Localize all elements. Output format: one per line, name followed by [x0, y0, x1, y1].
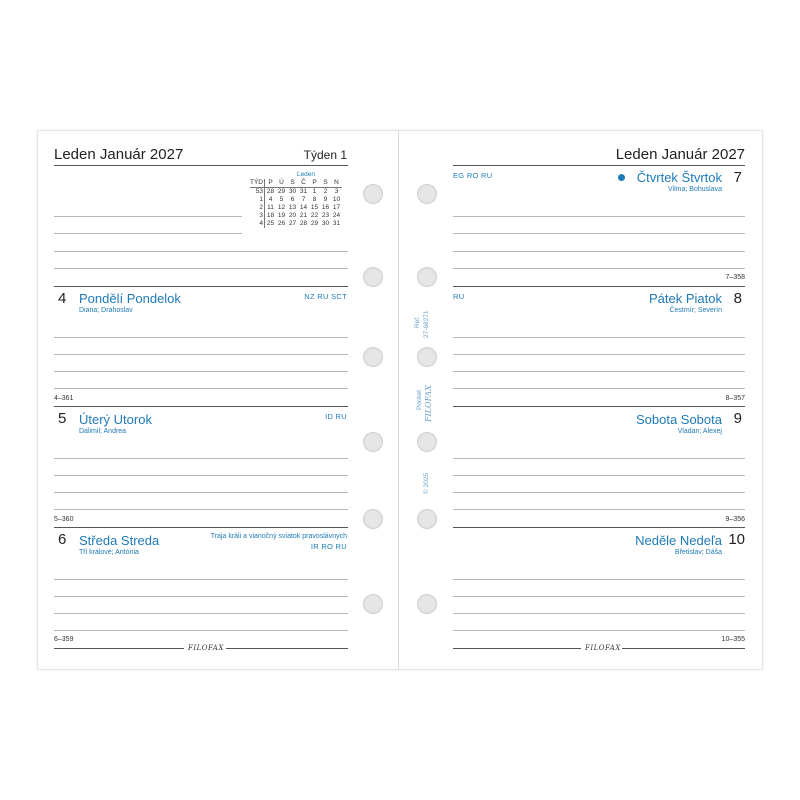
- mini-cal-day: 29: [310, 220, 319, 227]
- mini-cal-header: N: [331, 179, 342, 188]
- mini-cal-header: P: [265, 179, 277, 188]
- writing-line: [54, 458, 348, 459]
- mini-cal-day: 9: [323, 196, 328, 203]
- mini-cal-day: 29: [277, 188, 286, 195]
- writing-line: [453, 458, 745, 459]
- day-number: 10: [728, 531, 745, 548]
- mini-cal-day: 16: [321, 204, 330, 211]
- day-number: 6: [58, 531, 67, 548]
- day-number: 8: [733, 290, 742, 307]
- writing-line: [54, 251, 348, 252]
- day-name: Úterý Utorok: [79, 412, 152, 427]
- mini-cal-day: 10: [332, 196, 341, 203]
- section-rule: [453, 286, 745, 287]
- holiday-countries: ID RU: [325, 412, 347, 421]
- mini-cal-header: S: [287, 179, 298, 188]
- holiday-countries: EG RO RU: [453, 171, 493, 180]
- writing-line: [54, 233, 242, 234]
- filofax-logo: FILOFAX: [585, 644, 621, 652]
- writing-line: [453, 509, 745, 510]
- mini-calendar: [250, 171, 350, 228]
- mini-cal-day: 19: [277, 212, 286, 219]
- writing-line: [453, 579, 745, 580]
- mini-cal-day: 15: [310, 204, 319, 211]
- writing-line: [453, 354, 745, 355]
- day-number: 5: [58, 410, 67, 427]
- right-page: [400, 131, 762, 669]
- mini-cal-header: TÝD: [250, 179, 263, 186]
- mini-cal-day: 1: [312, 188, 317, 195]
- mini-calendar-month: Leden: [296, 171, 316, 178]
- mini-cal-week: 1: [250, 196, 265, 204]
- mini-cal-week: 3: [250, 212, 265, 220]
- punch-hole: [363, 594, 383, 614]
- mini-cal-day: 5: [279, 196, 284, 203]
- mini-cal-day: 23: [321, 212, 330, 219]
- mini-cal-day: 24: [332, 212, 341, 219]
- mini-cal-day: 21: [299, 212, 308, 219]
- copyright: © 2025: [423, 472, 430, 494]
- section-rule: [54, 286, 348, 287]
- mini-cal-day: 25: [266, 220, 275, 227]
- footer-rule: [453, 648, 581, 649]
- spine-brand: FILOFAX: [424, 385, 433, 422]
- mini-cal-day: 31: [332, 220, 341, 227]
- mini-cal-week: 53: [250, 188, 265, 197]
- writing-line: [54, 388, 348, 389]
- punch-hole: [363, 267, 383, 287]
- pocket-label: Pocket: [416, 390, 423, 410]
- filofax-logo: FILOFAX: [188, 644, 224, 652]
- mini-cal-day: 28: [266, 188, 275, 195]
- day-count: 5–360: [54, 516, 74, 523]
- day-name: Sobota Sobota: [635, 412, 722, 427]
- mini-cal-day: 17: [332, 204, 341, 211]
- right-page-title: Leden Január 2027: [615, 146, 745, 163]
- mini-cal-week: 2: [250, 204, 265, 212]
- holiday-countries: NZ RU SCT: [304, 292, 347, 301]
- day-name: Čtvrtek Štvrtok: [636, 170, 722, 185]
- ref-label: Ref.: [414, 316, 421, 328]
- mini-cal-day: 27: [288, 220, 297, 227]
- footer-rule: [226, 648, 348, 649]
- writing-line: [54, 354, 348, 355]
- mini-cal-day: 12: [277, 204, 286, 211]
- mini-cal-day: 11: [267, 204, 274, 211]
- punch-hole: [363, 347, 383, 367]
- mini-calendar-grid: [250, 179, 342, 228]
- writing-line: [453, 492, 745, 493]
- writing-line: [54, 492, 348, 493]
- writing-line: [54, 337, 348, 338]
- mini-cal-day: 26: [277, 220, 286, 227]
- mini-cal-day: 3: [334, 188, 339, 195]
- writing-line: [54, 371, 348, 372]
- mini-cal-day: 30: [321, 220, 330, 227]
- mini-cal-day: 6: [290, 196, 295, 203]
- day-name: Pátek Piatok: [649, 291, 722, 306]
- section-rule: [453, 406, 745, 407]
- name-days: Vladan; Alexej: [677, 428, 722, 435]
- writing-line: [453, 475, 745, 476]
- mini-cal-day: 30: [288, 188, 297, 195]
- day-name: Středa Streda: [79, 533, 160, 548]
- name-days: Diana; Drahoslav: [79, 307, 133, 314]
- day-count: 10–355: [721, 636, 745, 643]
- mini-cal-day: 2: [323, 188, 328, 195]
- writing-line: [54, 596, 348, 597]
- day-number: 4: [58, 290, 67, 307]
- mini-cal-day: 8: [312, 196, 317, 203]
- day-name: Neděle Nedeľa: [635, 533, 722, 548]
- punch-hole: [363, 509, 383, 529]
- section-rule: [453, 527, 745, 528]
- holiday-dot-icon: [618, 174, 625, 181]
- mini-cal-header: Č: [298, 179, 309, 188]
- day-count: 9–356: [725, 516, 745, 523]
- mini-cal-day: 20: [288, 212, 297, 219]
- name-days: Břetislav; Dáša: [674, 549, 722, 556]
- name-days: Dalimil; Andrea: [79, 428, 127, 435]
- day-count: 8–357: [725, 395, 745, 402]
- day-number: 7: [733, 169, 742, 186]
- day-number: 9: [733, 410, 742, 427]
- mini-cal-day: 7: [301, 196, 306, 203]
- writing-line: [453, 216, 745, 217]
- writing-line: [453, 251, 745, 252]
- writing-line: [54, 613, 348, 614]
- name-days: Čestmír; Severín: [669, 307, 722, 314]
- writing-line: [54, 509, 348, 510]
- mini-cal-week: 4: [250, 220, 265, 228]
- writing-line: [453, 371, 745, 372]
- day-count: 7–358: [725, 274, 745, 281]
- writing-line: [453, 596, 745, 597]
- day-count: 6–359: [54, 636, 74, 643]
- writing-line: [453, 268, 745, 269]
- header-rule: [54, 165, 348, 166]
- footer-rule: [622, 648, 745, 649]
- left-page: [38, 131, 398, 669]
- footer-rule: [54, 648, 184, 649]
- mini-cal-day: 13: [288, 204, 297, 211]
- header-rule: [453, 165, 745, 166]
- name-days: Tři králové; Antónia: [79, 549, 139, 556]
- section-rule: [54, 406, 348, 407]
- writing-line: [54, 579, 348, 580]
- week-number: Týden 1: [303, 148, 347, 162]
- mini-cal-day: 28: [299, 220, 308, 227]
- left-page-title: Leden Január 2027: [54, 146, 184, 163]
- holiday-countries: IR RO RU: [310, 542, 347, 551]
- writing-line: [54, 475, 348, 476]
- punch-hole: [363, 184, 383, 204]
- mini-cal-day: 22: [310, 212, 319, 219]
- page-fold: [398, 131, 399, 669]
- day-count: 4–361: [54, 395, 74, 402]
- mini-cal-day: 18: [266, 212, 275, 219]
- name-days: Vilma; Bohuslava: [668, 186, 722, 193]
- mini-cal-day: 14: [299, 204, 308, 211]
- writing-line: [453, 630, 745, 631]
- writing-line: [54, 216, 242, 217]
- mini-cal-day: 4: [268, 196, 273, 203]
- ref-code: 27-68271: [423, 310, 430, 338]
- holiday-name: Traja králi a vianočný sviatok pravoslávnych: [210, 533, 347, 540]
- section-rule: [54, 527, 348, 528]
- mini-cal-day: 31: [299, 188, 308, 195]
- writing-line: [453, 337, 745, 338]
- holiday-countries: RU: [453, 292, 465, 301]
- mini-cal-header: Ú: [276, 179, 287, 188]
- punch-hole: [363, 432, 383, 452]
- day-name: Pondělí Pondelok: [79, 291, 181, 306]
- writing-line: [54, 268, 348, 269]
- writing-line: [54, 630, 348, 631]
- mini-cal-header: P: [309, 179, 320, 188]
- writing-line: [453, 233, 745, 234]
- writing-line: [453, 613, 745, 614]
- mini-cal-header: S: [320, 179, 331, 188]
- writing-line: [453, 388, 745, 389]
